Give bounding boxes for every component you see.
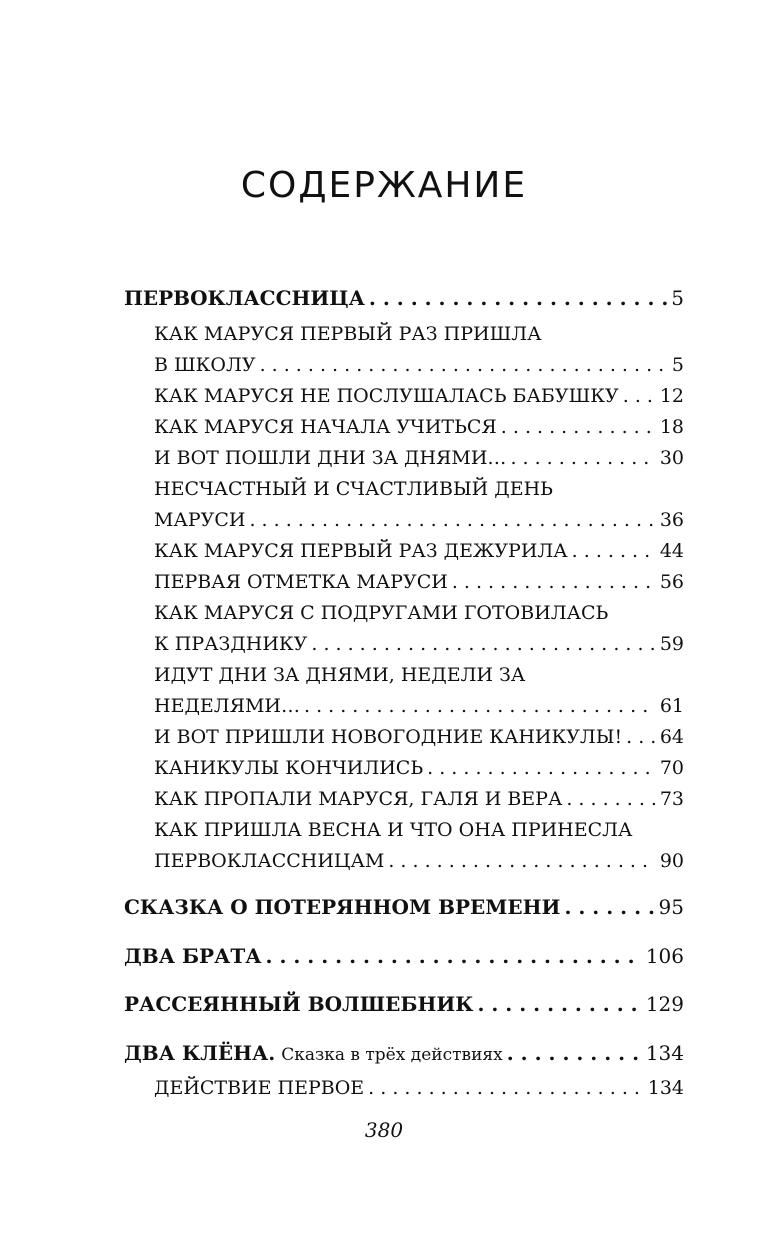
toc-entry [124, 1041, 684, 1067]
page-title: СОДЕРЖАНИЕ [240, 165, 528, 206]
toc-page-number: 36 [659, 509, 684, 531]
toc-entry-title: НЕДЕЛЯМИ… [154, 695, 300, 717]
toc-page-number: 5 [671, 354, 684, 376]
toc-entry-title-line: ИДУТ ДНИ ЗА ДНЯМИ, НЕДЕЛИ ЗА [154, 664, 526, 686]
toc-page-number: 61 [659, 695, 684, 717]
toc-page-number: 59 [659, 633, 684, 655]
toc-entry-title-line: НЕСЧАСТНЫЙ И СЧАСТЛИВЫЙ ДЕНЬ [154, 478, 553, 500]
toc-entry [124, 944, 684, 968]
toc-entry-title: ДВА КЛЁНА. [124, 1041, 276, 1065]
leader-dots [368, 1076, 644, 1100]
toc-entry [154, 384, 684, 408]
toc-page-number: 44 [659, 540, 684, 562]
toc-page-number: 70 [659, 757, 684, 779]
toc-entry-title-line: КАК ПРИШЛА ВЕСНА И ЧТО ОНА ПРИНЕСЛА [154, 819, 633, 841]
toc-entry [154, 849, 684, 873]
toc-entry [124, 286, 684, 310]
leader-dots [564, 895, 654, 919]
leader-dots [369, 286, 667, 310]
toc-entry [154, 725, 684, 749]
leader-dots [566, 787, 655, 811]
leader-dots [572, 539, 656, 563]
leader-dots [477, 992, 641, 1016]
leader-dots [388, 849, 655, 873]
toc-page-number: 56 [659, 571, 684, 593]
toc-entry-title: РАССЕЯННЫЙ ВОЛШЕБНИК [124, 992, 474, 1016]
toc-page-number: 134 [647, 1077, 684, 1099]
toc-entry [154, 787, 684, 811]
leader-dots [427, 756, 656, 780]
leader-dots [260, 353, 668, 377]
leader-dots [501, 415, 656, 439]
toc-entry-title: В ШКОЛУ [154, 354, 256, 376]
toc-entry-title: СКАЗКА О ПОТЕРЯННОМ ВРЕМЕНИ [124, 895, 561, 919]
toc-page-number: 12 [659, 385, 684, 407]
toc-page-number: 30 [659, 447, 684, 469]
toc-page-number: 90 [659, 850, 684, 872]
toc-page-number: 106 [645, 944, 684, 968]
toc-entry [154, 1076, 684, 1100]
toc-entry [124, 895, 684, 919]
leader-dots [249, 508, 655, 532]
toc-entry-title: МАРУСИ [154, 509, 246, 531]
toc-entry-title-line: КАК МАРУСЯ С ПОДРУГАМИ ГОТОВИЛАСЬ [154, 602, 609, 624]
toc-entry-title: И ВОТ ПОШЛИ ДНИ ЗА ДНЯМИ… [154, 447, 507, 469]
toc-entry-title-line: КАК МАРУСЯ ПЕРВЫЙ РАЗ ПРИШЛА [154, 323, 542, 345]
toc-page-number: 129 [645, 992, 684, 1016]
toc-entry [154, 353, 684, 377]
toc-entry [124, 992, 684, 1016]
toc-entry-title: ПЕРВАЯ ОТМЕТКА МАРУСИ [154, 571, 448, 593]
toc-entry-title: КАК МАРУСЯ НАЧАЛА УЧИТЬСЯ [154, 416, 497, 438]
toc-entry [154, 632, 684, 656]
leader-dots [623, 384, 656, 408]
toc-entry [154, 694, 684, 718]
leader-dots [311, 632, 655, 656]
toc-entry-title: К ПРАЗДНИКУ [154, 633, 308, 655]
toc-entry-title: КАК ПРОПАЛИ МАРУСЯ, ГАЛЯ И ВЕРА [154, 788, 563, 810]
toc-page-number: 64 [659, 726, 684, 748]
toc-page-number: 95 [658, 895, 684, 919]
leader-dots [452, 570, 656, 594]
toc-entry [154, 508, 684, 532]
toc-entry-title: ДЕЙСТВИЕ ПЕРВОЕ [154, 1077, 365, 1099]
toc-entry [154, 446, 684, 470]
toc-entry-title: ПЕРВОКЛАССНИЦА [124, 286, 365, 310]
toc-entry [154, 756, 684, 780]
toc-entry [154, 570, 684, 594]
leader-dots [510, 446, 655, 470]
toc-page-number: 5 [671, 286, 684, 310]
toc-entry-title: ПЕРВОКЛАССНИЦАМ [154, 850, 385, 872]
toc-page-number: 73 [659, 788, 684, 810]
toc-page-number: 18 [659, 416, 684, 438]
toc-entry-subtitle: Сказка в трёх действиях [281, 1045, 503, 1065]
leader-dots [304, 694, 656, 718]
toc-page-number: 134 [645, 1041, 684, 1065]
leader-dots [626, 725, 656, 749]
leader-dots [266, 944, 642, 968]
toc-entry-title: И ВОТ ПРИШЛИ НОВОГОДНИЕ КАНИКУЛЫ! [154, 726, 623, 748]
page-number: 380 [364, 1118, 404, 1142]
toc-entry-title: КАК МАРУСЯ ПЕРВЫЙ РАЗ ДЕЖУРИЛА [154, 540, 568, 562]
leader-dots [507, 1041, 642, 1065]
toc-entry-title: КАНИКУЛЫ КОНЧИЛИСЬ [154, 757, 424, 779]
toc-entry [154, 415, 684, 439]
toc-entry-title: КАК МАРУСЯ НЕ ПОСЛУШАЛАСЬ БАБУШКУ [154, 385, 619, 407]
toc-entry [154, 539, 684, 563]
toc-entry-title: ДВА БРАТА [124, 944, 262, 968]
